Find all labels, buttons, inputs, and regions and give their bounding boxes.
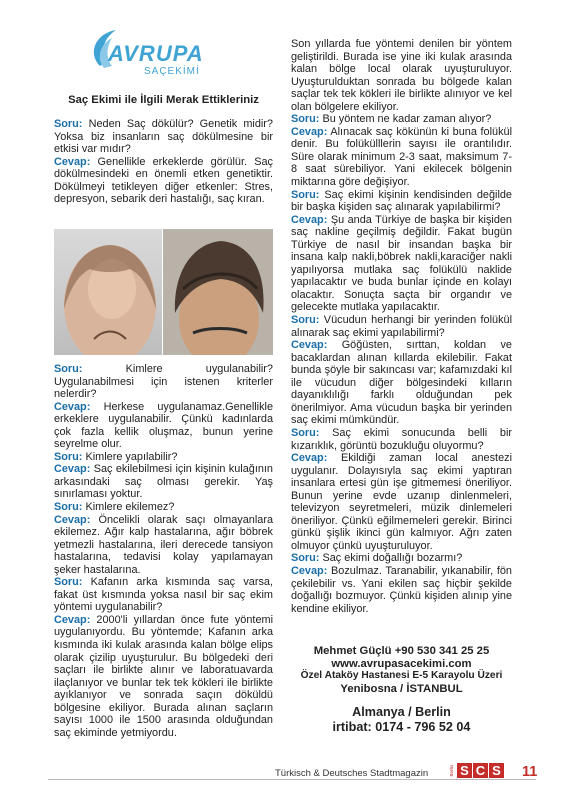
answer-paragraph xyxy=(291,452,512,552)
scs-logo xyxy=(457,763,504,778)
paragraph-text: Ekildiği zaman local anestezi uygulanır. Dolayısıyla saç ekimi yaptıran insanlara ertesi gün işe gitmemesi öneriliyor. Bunun yerine evde uzanıp dinlenmeleri, televizyon seyretmeleri, müzik dinlemeleri öneriliyor. Çünkü eğilmemeleri gerekir. Birinci günkü şişlik ikinci gün kalmıyor. Ağrı zaten olmuyor çünkü uyuşturuluyor. xyxy=(291,452,512,552)
answer-paragraph xyxy=(291,126,512,189)
question-paragraph xyxy=(291,427,512,452)
contact-website[interactable]: www.avrupasacekimi.com xyxy=(331,657,472,670)
right-column xyxy=(291,38,512,615)
paragraph-text: Herkese uygulanamaz.Genellikle erkeklere uygulanabilir. Çünkü kadınlarda çok fazla kellik oluşmaz, bunun yerine seyrelme olur. xyxy=(54,400,273,451)
after-photo xyxy=(163,229,273,355)
before-photo xyxy=(54,229,162,355)
logo-wordmark: AVRUPA xyxy=(108,41,204,66)
answer-paragraph xyxy=(54,401,273,451)
answer-paragraph xyxy=(54,614,273,739)
scs-logo-letter: S xyxy=(489,763,504,778)
question-paragraph xyxy=(291,113,512,126)
question-label: Soru: xyxy=(291,314,320,327)
contact-city: Yenibosna / İSTANBUL xyxy=(340,682,463,695)
paragraph-text: Saç ekimi doğallığı bozarmı? xyxy=(319,552,463,565)
question-label: Soru: xyxy=(291,113,320,126)
answer-label: Cevap: xyxy=(291,564,328,577)
balding-head-image xyxy=(54,229,162,355)
paragraph-text: Göğüsten, sırttan, koldan ve bacaklardan alınan kıllarda ekilebilir. Fakat bunda şöyle bir sakıncası var; kafamızdaki kıl ile vücudun diğer bölgesindeki kılların dayanıklılığı farklı olduğundan pek önerilmiyor. Ama vücudun başka bir yerinden saç ekimi mümkündür. xyxy=(291,339,512,427)
question-paragraph xyxy=(54,576,273,614)
question-paragraph xyxy=(291,552,512,565)
answer-label: Cevap: xyxy=(54,155,91,168)
question-label: Soru: xyxy=(291,426,320,439)
question-paragraph xyxy=(54,501,273,514)
left-column-bottom xyxy=(54,363,273,739)
paragraph-text: Şu anda Türkiye de başka bir kişiden saç nakline geçilmiş değildir. Fakat bugün Türkiye de nasıl bir insandan başka bir insana kalp nakli,böbrek nakli,karaciğer nakli yapılıyorsa mutlaka saç folükülü naklide yapılacaktır ve buda bunlar içinde en kolayı olacaktır. Sonuçta saçta bir organdır ve gelecekte mutlaka yapılacaktır. xyxy=(291,213,512,314)
footer-city: Berlin xyxy=(449,765,454,777)
answer-paragraph xyxy=(291,214,512,314)
contact-phone: Mehmet Güçlü +90 530 341 25 25 xyxy=(313,645,490,657)
logo-subtitle: SAÇEKİMİ xyxy=(144,66,200,77)
question-paragraph xyxy=(54,451,273,464)
question-label: Soru: xyxy=(291,188,320,201)
answer-paragraph xyxy=(291,339,512,427)
answer-label: Cevap: xyxy=(291,213,328,226)
paragraph-text: Saç ekimi sonucunda belli bir kızarıklık, görüntü bozukluğu oluyormu? xyxy=(291,426,512,452)
answer-label: Cevap: xyxy=(291,125,328,138)
question-label: Soru: xyxy=(54,363,83,375)
answer-label: Cevap: xyxy=(291,339,328,352)
answer-label: Cevap: xyxy=(54,400,91,413)
question-paragraph xyxy=(54,363,273,401)
answer-paragraph xyxy=(291,38,512,113)
question-label: Soru: xyxy=(54,450,83,463)
question-label: Soru: xyxy=(54,576,83,589)
left-column-top xyxy=(54,118,273,206)
paragraph-text: 2000'li yıllardan önce fute yöntemi uygulanıyordu. Bu yöntemde; Kafanın arka kısmında iki kulak arasında kalan bölge elips olarak çizilip uyuşturulur. Bu bölgedeki deri saçları ile birlikte alınır ve laboratuavarda ilaçlanıyor ve bunlar tek tek kökleri ile birlikte ayıklanıyor ve sonrada saçın döküldü bölgesine ekiliyor. Burada alınan saçların sayısı 1000 ile 1500 arasında olduğundan saç ekiminde yetmiyordu. xyxy=(54,613,273,739)
paragraph-text: Genellikle erkeklerde görülür. Saç dökülmesindeki en önemli etken genetiktir. Dökülmeyi tetikleyen diğer etkenler: Stres, depresyon, sebarik deri hastalığı, saç kıran. xyxy=(54,155,273,206)
answer-paragraph xyxy=(54,463,273,501)
answer-paragraph xyxy=(291,565,512,615)
scs-logo-letter: C xyxy=(473,763,488,778)
paragraph-text: Kimlere ekilemez? xyxy=(82,501,175,514)
contact-address: Özel Ataköy Hastanesi E-5 Karayolu Üzeri xyxy=(300,670,503,681)
article-headline: Saç Ekimi ile İlgili Merak Ettikleriniz xyxy=(68,94,259,106)
answer-label: Cevap: xyxy=(54,613,91,626)
paragraph-text: Vücudun herhangi bir yerinden folükül alınarak saç ekimi yapılabilirmi? xyxy=(291,314,512,339)
page-number: 11 xyxy=(522,764,538,780)
question-label: Soru: xyxy=(54,118,83,130)
contact-block xyxy=(291,645,512,735)
paragraph-text: Bu yöntem ne kadar zaman alıyor? xyxy=(319,113,492,126)
paragraph-text: Son yıllarda fue yöntemi denilen bir yöntem geliştirildi. Burada ise yine iki kulak arasında kalan bölge local olarak uyuşturuluyor. Uyuşturulduktan sonrada bu bölgede kalan saçlar tek tek kökleri ile birlikte alınıyor ve kel olan bölgelere ekiliyor. xyxy=(291,38,512,113)
answer-label: Cevap: xyxy=(54,463,91,476)
question-paragraph xyxy=(54,118,273,156)
paragraph-text: Kimlere uygulanabilir? Uygulanabilmesi için istenen kriterler nelerdir? xyxy=(54,363,273,401)
question-paragraph xyxy=(291,314,512,339)
paragraph-text: Saç ekimi kişinin kendisinden değilde bir başka kişiden saç alınarak yapılabilirmi? xyxy=(291,188,512,214)
paragraph-text: Alınacak saç kökünün ki buna folükül denir. Bu folükülllerin sayısı ile orantılıdır. Süre olarak minimum 2-3 saat, maksimum 7-8 saat sürebiliyor. Yani ekilecek bölgenin miktarına göre değişiyor. xyxy=(291,125,512,189)
contact-germany-phone: irtibat: 0174 - 796 52 04 xyxy=(332,720,471,734)
avrupa-logo xyxy=(86,26,206,88)
paragraph-text: Bozulmaz. Taranabilir, yıkanabilir, fön çekilebilir vs. Yani ekilen saç hiçbir şekilde doğallığı bozmuyor. Çünkü kişiden alınıp yine kendine ekiliyor. xyxy=(291,564,512,615)
answer-label: Cevap: xyxy=(54,513,91,526)
question-paragraph xyxy=(291,189,512,214)
answer-paragraph xyxy=(54,514,273,577)
answer-label: Cevap: xyxy=(291,452,328,465)
contact-germany: Almanya / Berlin xyxy=(352,705,451,719)
scs-logo-letter: S xyxy=(457,763,472,778)
restored-hair-image xyxy=(163,229,273,355)
paragraph-text: Neden Saç dökülür? Genetik midir? Yoksa biz insanların saç dökülmesine bir etkisi var mıdır? xyxy=(54,118,273,156)
paragraph-text: Kimlere yapılabilir? xyxy=(82,450,178,463)
magazine-name: Türkisch & Deutsches Stadtmagazin xyxy=(275,768,429,779)
question-label: Soru: xyxy=(54,501,83,514)
paragraph-text: Kafanın arka kısmında saç varsa, fakat üst kısmında yoksa nasıl bir saç ekim yöntemi uygulanabilir? xyxy=(54,576,273,614)
paragraph-text: Öncelikli olarak saçı olmayanlara ekilemez. Ağır kalp hastalarına, ağır böbrek yetmezli hastalarına, ileri derecede tansiyon hastalarına, tedavisi kolay yapılamayan şeker hastalarına. xyxy=(54,513,273,576)
answer-paragraph xyxy=(54,156,273,206)
page-footer xyxy=(0,762,570,782)
question-label: Soru: xyxy=(291,552,320,565)
paragraph-text: Saç ekilebilmesi için kişinin kulağının arkasındaki saç olması gerekir. Yaş sınırlaması yoktur. xyxy=(54,463,273,501)
